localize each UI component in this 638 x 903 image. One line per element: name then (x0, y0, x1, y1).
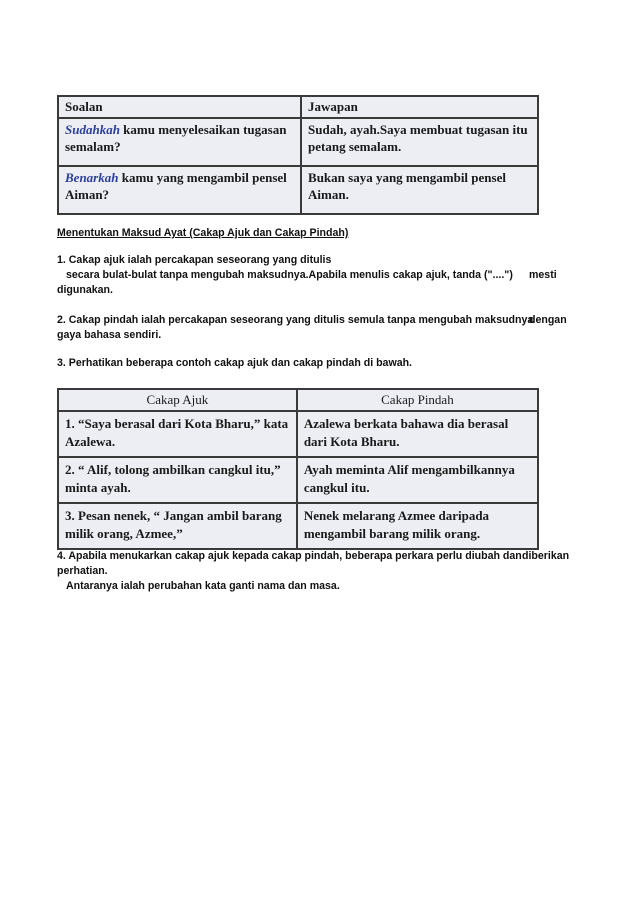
paragraph-1-line: 1. Cakap ajuk ialah percakapan seseorang yang ditulis (57, 254, 332, 266)
paragraph-2-line: 2. Cakap pindah ialah percakapan seseorang yang ditulis semula tanpa mengubah maksudnya (57, 314, 534, 326)
column-header: Cakap Ajuk (58, 389, 297, 411)
paragraph-1-line: secara bulat-bulat tanpa mengubah maksudnya.Apabila menulis cakap ajuk, tanda ("....") (66, 269, 513, 281)
table-row (58, 457, 538, 503)
paragraph-4-line: Antaranya ialah perubahan kata ganti nama dan masa. (66, 580, 340, 592)
paragraph-1-line: digunakan. (57, 284, 113, 296)
cakap-ajuk-cell: 3. Pesan nenek, “ Jangan ambil barang milik orang, Azmee,” (58, 503, 297, 549)
question-cell (58, 166, 301, 214)
table-header-row (58, 96, 538, 118)
cakap-ajuk-cell: 1. “Saya berasal dari Kota Bharu,” kata Azalewa. (58, 411, 297, 457)
paragraph-4-line: 4. Apabila menukarkan cakap ajuk kepada cakap pindah, beberapa perkara perlu diubah dan (57, 550, 522, 562)
paragraph-3: 3. Perhatikan beberapa contoh cakap ajuk dan cakap pindah di bawah. (57, 357, 412, 369)
paragraph-2-line-end: dengan (529, 314, 567, 326)
answer-cell: Sudah, ayah.Saya membuat tugasan itu petang semalam. (301, 118, 538, 166)
column-header: Soalan (58, 96, 301, 118)
paragraph-4-line: perhatian. (57, 565, 108, 577)
cakap-pindah-cell: Nenek melarang Azmee daripada mengambil barang milik orang. (297, 503, 538, 549)
column-header: Cakap Pindah (297, 389, 538, 411)
paragraph-4-line-end: diberikan (522, 550, 570, 562)
answer-cell: Bukan saya yang mengambil pensel Aiman. (301, 166, 538, 214)
paragraph-1-line-end: mesti (529, 269, 557, 281)
section-heading: Menentukan Maksud Ayat (Cakap Ajuk dan Cakap Pindah) (57, 227, 349, 239)
cakap-pindah-cell: Azalewa berkata bahawa dia berasal dari Kota Bharu. (297, 411, 538, 457)
paragraph-2-line: gaya bahasa sendiri. (57, 329, 162, 341)
cakap-ajuk-cell: 2. “ Alif, tolong ambilkan cangkul itu,” minta ayah. (58, 457, 297, 503)
table-row (58, 166, 538, 214)
table-header-row (58, 389, 538, 411)
question-text: kamu menyelesaikan tugasan semalam? (65, 122, 287, 154)
question-keyword: Sudahkah (65, 122, 120, 137)
question-keyword: Benarkah (65, 170, 119, 185)
table-row (58, 503, 538, 549)
cakap-pindah-cell: Ayah meminta Alif mengambilkannya cangkul itu. (297, 457, 538, 503)
soalan-jawapan-table (57, 95, 539, 215)
question-cell (58, 118, 301, 166)
question-text: kamu yang mengambil pensel Aiman? (65, 170, 287, 202)
table-row (58, 411, 538, 457)
table-row (58, 118, 538, 166)
cakap-ajuk-pindah-table (57, 388, 539, 550)
column-header: Jawapan (301, 96, 538, 118)
